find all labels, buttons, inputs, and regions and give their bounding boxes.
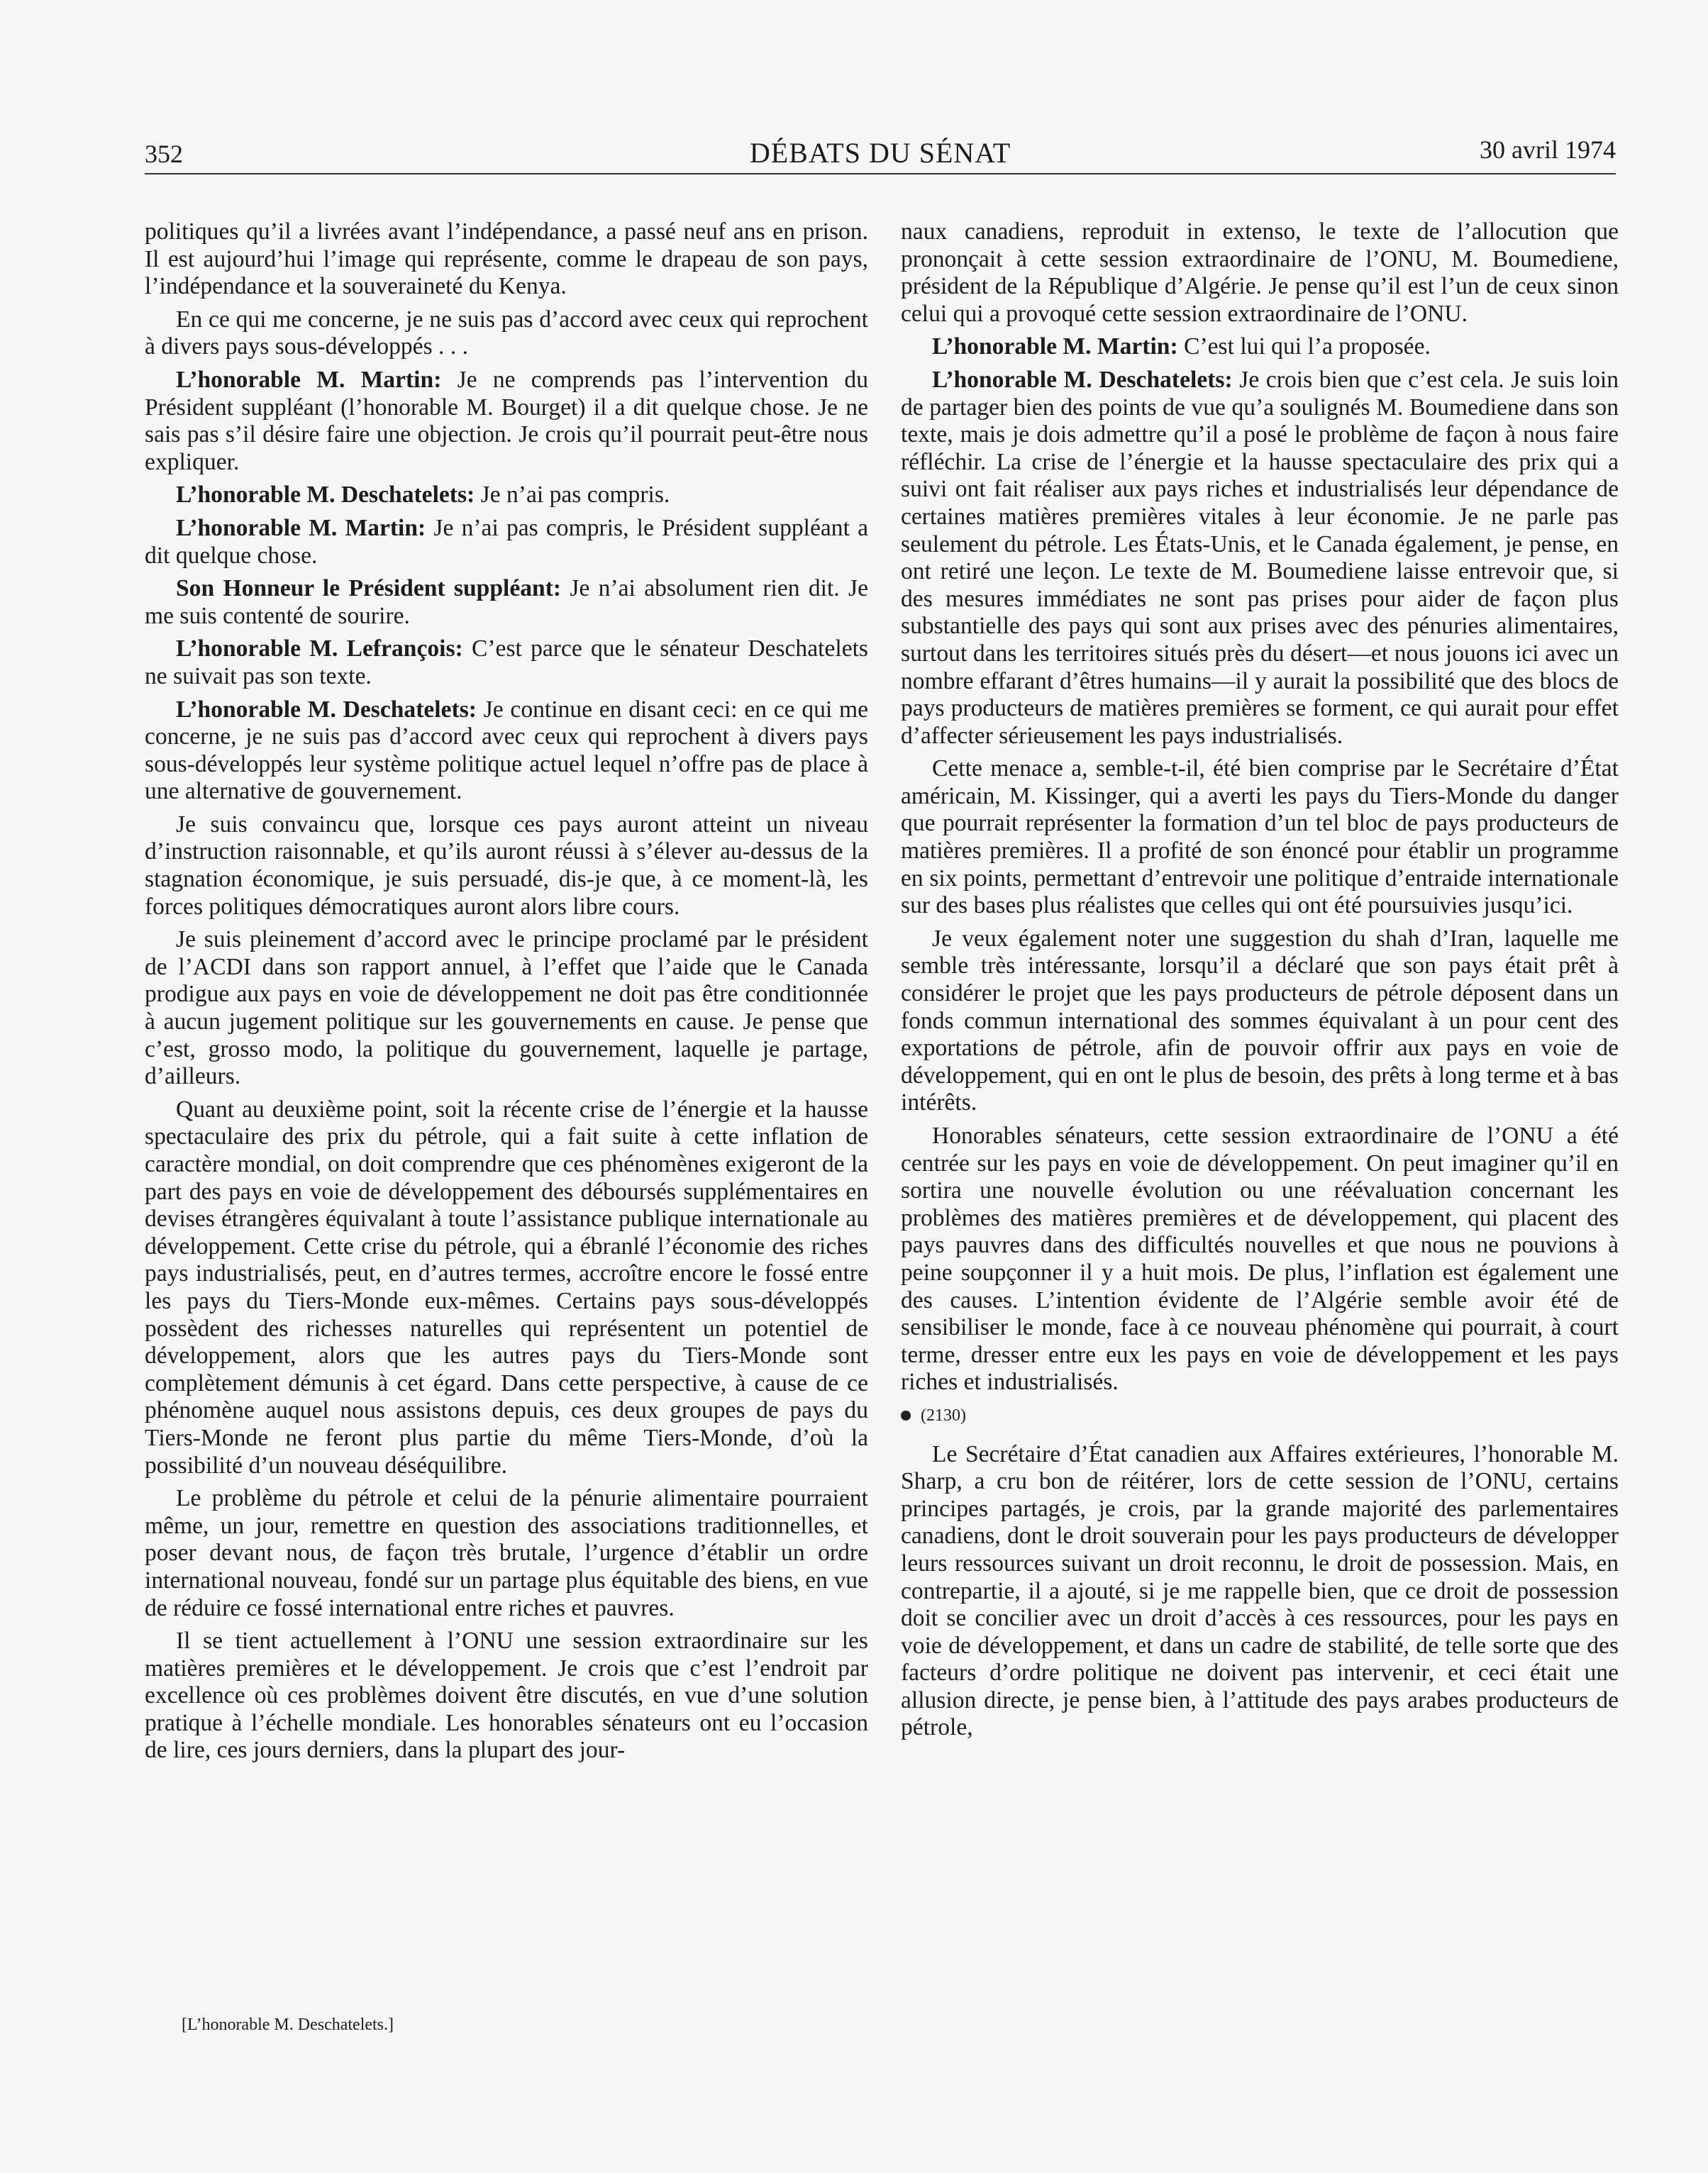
time-marker-text: (2130): [921, 1406, 966, 1425]
paragraph-text: naux canadiens, reproduit in extenso, le texte de l’allocution que prononçait à cette session extraordinaire de l’ONU, M. Boumediene, président de la République d’Algérie. Je pense qu’il est l’un de ceux sinon celui qui a provoqué cette session extraordinaire de l’ONU.: [901, 218, 1619, 327]
paragraph-text: Honorables sénateurs, cette session extraordinaire de l’ONU a été centrée sur les pays en voie de développement. On peut imaginer qu’il en sortira une nouvelle évolution ou une réévaluation concernant les problèmes des matières premières et de développement, qui placent des pays pauvres dans des difficultés nouvelles et que nous ne pouvions à peine soupçonner il y a huit mois. De plus, l’inflation est également une des causes. L’intention évidente de l’Algérie semble avoir été de sensibiliser le monde, face à ce nouveau phénomène qui pourrait, à court terme, dresser entre eux les pays en voie de développement et les pays riches et industrialisés.: [901, 1123, 1619, 1396]
paragraph: [145, 696, 868, 806]
speaker-name: Son Honneur le Président suppléant:: [176, 575, 562, 602]
speaker-name: L’honorable M. Martin:: [932, 333, 1178, 360]
page-header: [145, 133, 1616, 174]
speaker-name: L’honorable M. Deschatelets:: [932, 366, 1233, 393]
paragraph-text: En ce qui me concerne, je ne suis pas d’accord avec ceux qui reprochent à divers pays sous-développés . . .: [145, 306, 868, 360]
speaker-footnote: [L’honorable M. Deschatelets.]: [182, 2016, 394, 2034]
paragraph: [901, 1123, 1619, 1396]
page-date: 30 avril 1974: [1480, 135, 1616, 164]
paragraph: [145, 811, 868, 921]
paragraph: [901, 218, 1619, 328]
speaker-name: L’honorable M. Martin:: [176, 514, 426, 541]
paragraph-text: Je suis convaincu que, lorsque ces pays auront atteint un niveau d’instruction raisonnable, et qu’ils auront réussi à s’élever au-dessus de la stagnation économique, je suis persuadé, dis-je que, à ce moment-là, les forces politiques démocratiques auront alors libre cours.: [145, 811, 868, 920]
paragraph: [145, 482, 868, 509]
paragraph: [901, 926, 1619, 1117]
paragraph-text: Je crois bien que c’est cela. Je suis loin de partager bien des points de vue qu’a soulignés M. Boumediene dans son texte, mais je dois admettre qu’il a posé le problème de façon à nous faire réfléchir. La crise de l’énergie et la hausse spectaculaire des prix qui a suivi ont fait réaliser aux pays riches et industrialisés leur dépendance de certaines matières premières vitales à leur économie. Je ne parle pas seulement du pétrole. Les États-Unis, et le Canada également, je pense, en ont retiré une leçon. Le texte de M. Boumediene laisse entrevoir que, si des mesures immédiates ne sont pas prises pour aider de façon plus substantielle des pays qui sont aux prises avec des pénuries alimentaires, surtout dans les territoires situés près du désert—et nous jouons ici avec un nombre effarant d’êtres humains—il y aurait la possibilité que des blocs de pays producteurs de matières premières se forment, ce qui aurait pour effet d’affecter sérieusement les pays industrialisés.: [901, 366, 1619, 749]
paragraph: [901, 755, 1619, 920]
paragraph: [145, 926, 868, 1091]
speaker-name: L’honorable M. Martin:: [176, 366, 442, 393]
paragraph-text: Je continue en disant ceci: en ce qui me concerne, je ne suis pas d’accord avec ceux qui reprochent à divers pays sous-développés leur système politique actuel lequel n’offre pas de place à une alternative de gouvernement.: [145, 696, 869, 805]
paragraph-text: Je n’ai pas compris, le Président suppléant a dit quelque chose.: [145, 514, 868, 569]
publication-title: DÉBATS DU SÉNAT: [749, 137, 1011, 169]
paragraph-text: C’est parce que le sénateur Deschatelets ne suivait pas son texte.: [145, 635, 868, 689]
paragraph: [901, 333, 1619, 361]
page-number: 352: [145, 140, 183, 168]
paragraph-text: Le problème du pétrole et celui de la pénurie alimentaire pourraient même, un jour, remettre en question des associations traditionnelles, et poser devant nous, de façon très brutale, l’urgence d’établir un ordre international nouveau, fondé sur un partage plus équitable des biens, en vue de réduire ce fossé international entre riches et pauvres.: [145, 1485, 868, 1621]
paragraph: [145, 218, 868, 301]
paragraph: [145, 1096, 868, 1479]
paragraph-text: Quant au deuxième point, soit la récente crise de l’énergie et la hausse spectaculaire des prix du pétrole, qui a fait suite à cette inflation de caractère mondial, on doit comprendre que ces phénomènes exigeront de la part des pays en voie de développement des déboursés supplémentaires en devises étrangères équivalant à toute l’assistance publique internationale au développement. Cette crise du pétrole, qui a ébranlé l’économie des riches pays industrialisés, peut, en d’autres termes, accroître encore le fossé entre les pays du Tiers-Monde eux-mêmes. Certains pays sous-développés possèdent des richesses naturelles qui représentent un potentiel de développement, alors que les autres pays du Tiers-Monde sont complètement démunis à cet égard. Dans cette perspective, à cause de ce phénomène auquel nous assistons depuis, ces deux groupes de pays du Tiers-Monde ne feront plus partie du même Tiers-Monde, d’où la possibilité d’un nouveau déséquilibre.: [145, 1096, 868, 1479]
paragraph: [901, 367, 1619, 750]
paragraph: [901, 1441, 1619, 1743]
paragraph-text: Je n’ai pas compris.: [475, 482, 670, 508]
paragraph: [145, 367, 868, 476]
paragraph-text: Le Secrétaire d’État canadien aux Affaires extérieures, l’honorable M. Sharp, a cru bon de réitérer, lors de cette session de l’ONU, certains principes partagés, je crois, par la grande majorité des parlementaires canadiens, dont le droit souverain pour les pays producteurs de développer leurs ressources suivant un droit reconnu, le droit de possession. Mais, en contrepartie, il a ajouté, si je me rappelle bien, que ce droit de possession doit se concilier avec un droit d’accès à ces ressources, pour les pays en voie de développement, et dans un cadre de stabilité, de telle sorte que des facteurs d’ordre politique ne doivent pas intervenir, et ceci était une allusion directe, je pense bien, à l’attitude des pays arabes producteurs de pétrole,: [901, 1440, 1619, 1741]
paragraph-text: Je suis pleinement d’accord avec le principe proclamé par le président de l’ACDI dans son rapport annuel, à l’effet que l’aide que le Canada prodigue aux pays en voie de développement ne doit pas être conditionnée à aucun jugement politique sur les gouvernements en cause. Je pense que c’est, grosso modo, la politique du gouvernement, laquelle je partage, d’ailleurs.: [145, 926, 868, 1090]
right-column-before-marker: [901, 218, 1619, 1396]
right-column-after-marker: [901, 1441, 1619, 1743]
paragraph-text: Cette menace a, semble-t-il, été bien comprise par le Secrétaire d’État américain, M. Kissinger, qui a averti les pays du Tiers-Monde du danger que pourrait représenter la formation d’un tel bloc de pays producteurs de matières premières. Il a profité de son énoncé pour établir un programme en six points, permettant d’entrevoir une politique d’entraide internationale sur des bases plus réalistes que celles qui ont été poursuivies jusqu’ici.: [901, 755, 1619, 919]
speaker-name: L’honorable M. Lefrançois:: [176, 635, 463, 662]
paragraph: [145, 306, 868, 361]
paragraph: [145, 1628, 868, 1764]
speaker-name: L’honorable M. Deschatelets:: [176, 696, 477, 723]
speaker-name: L’honorable M. Deschatelets:: [176, 482, 475, 508]
left-text-column: [145, 218, 868, 1770]
paragraph-text: Il se tient actuellement à l’ONU une session extraordinaire sur les matières premières et le développement. Je crois que c’est l’endroit par excellence où ces problèmes doivent être discutés, en vue d’une solution pratique à l’échelle mondiale. Les honorables sénateurs ont eu l’occasion de lire, ces jours derniers, dans la plupart des jour-: [145, 1628, 868, 1764]
paragraph-text: Je veux également noter une suggestion du shah d’Iran, laquelle me semble très intéressante, lorsqu’il a déclaré que son pays était prêt à considérer le projet que les pays producteurs de pétrole déposent dans un fonds commun international des sommes équivalant à un pour cent des exportations de pétrole, afin de pouvoir offrir aux pays en voie de développement, qui en ont le plus de besoin, des prêts à long terme et à bas intérêts.: [901, 925, 1619, 1116]
paragraph-text: Je ne comprends pas l’intervention du Président suppléant (l’honorable M. Bourget) il a dit quelque chose. Je ne sais pas s’il désire faire une objection. Je crois qu’il pourrait peut-être nous expliquer.: [145, 366, 868, 475]
paragraph-text: politiques qu’il a livrées avant l’indépendance, a passé neuf ans en prison. Il est aujourd’hui l’image qui représente, comme le drapeau de son pays, l’indépendance et la souveraineté du Kenya.: [145, 218, 868, 300]
paragraph: [145, 575, 868, 630]
paragraph: [145, 515, 868, 569]
paragraph: [145, 1485, 868, 1622]
bullet-dot-icon: [901, 1411, 911, 1421]
paragraph-text: Je n’ai absolument rien dit. Je me suis contenté de sourire.: [145, 575, 868, 629]
paragraph-text: C’est lui qui l’a proposée.: [1177, 333, 1431, 360]
time-marker: [901, 1402, 1619, 1430]
right-text-column: [901, 218, 1619, 1747]
paragraph: [145, 635, 868, 690]
